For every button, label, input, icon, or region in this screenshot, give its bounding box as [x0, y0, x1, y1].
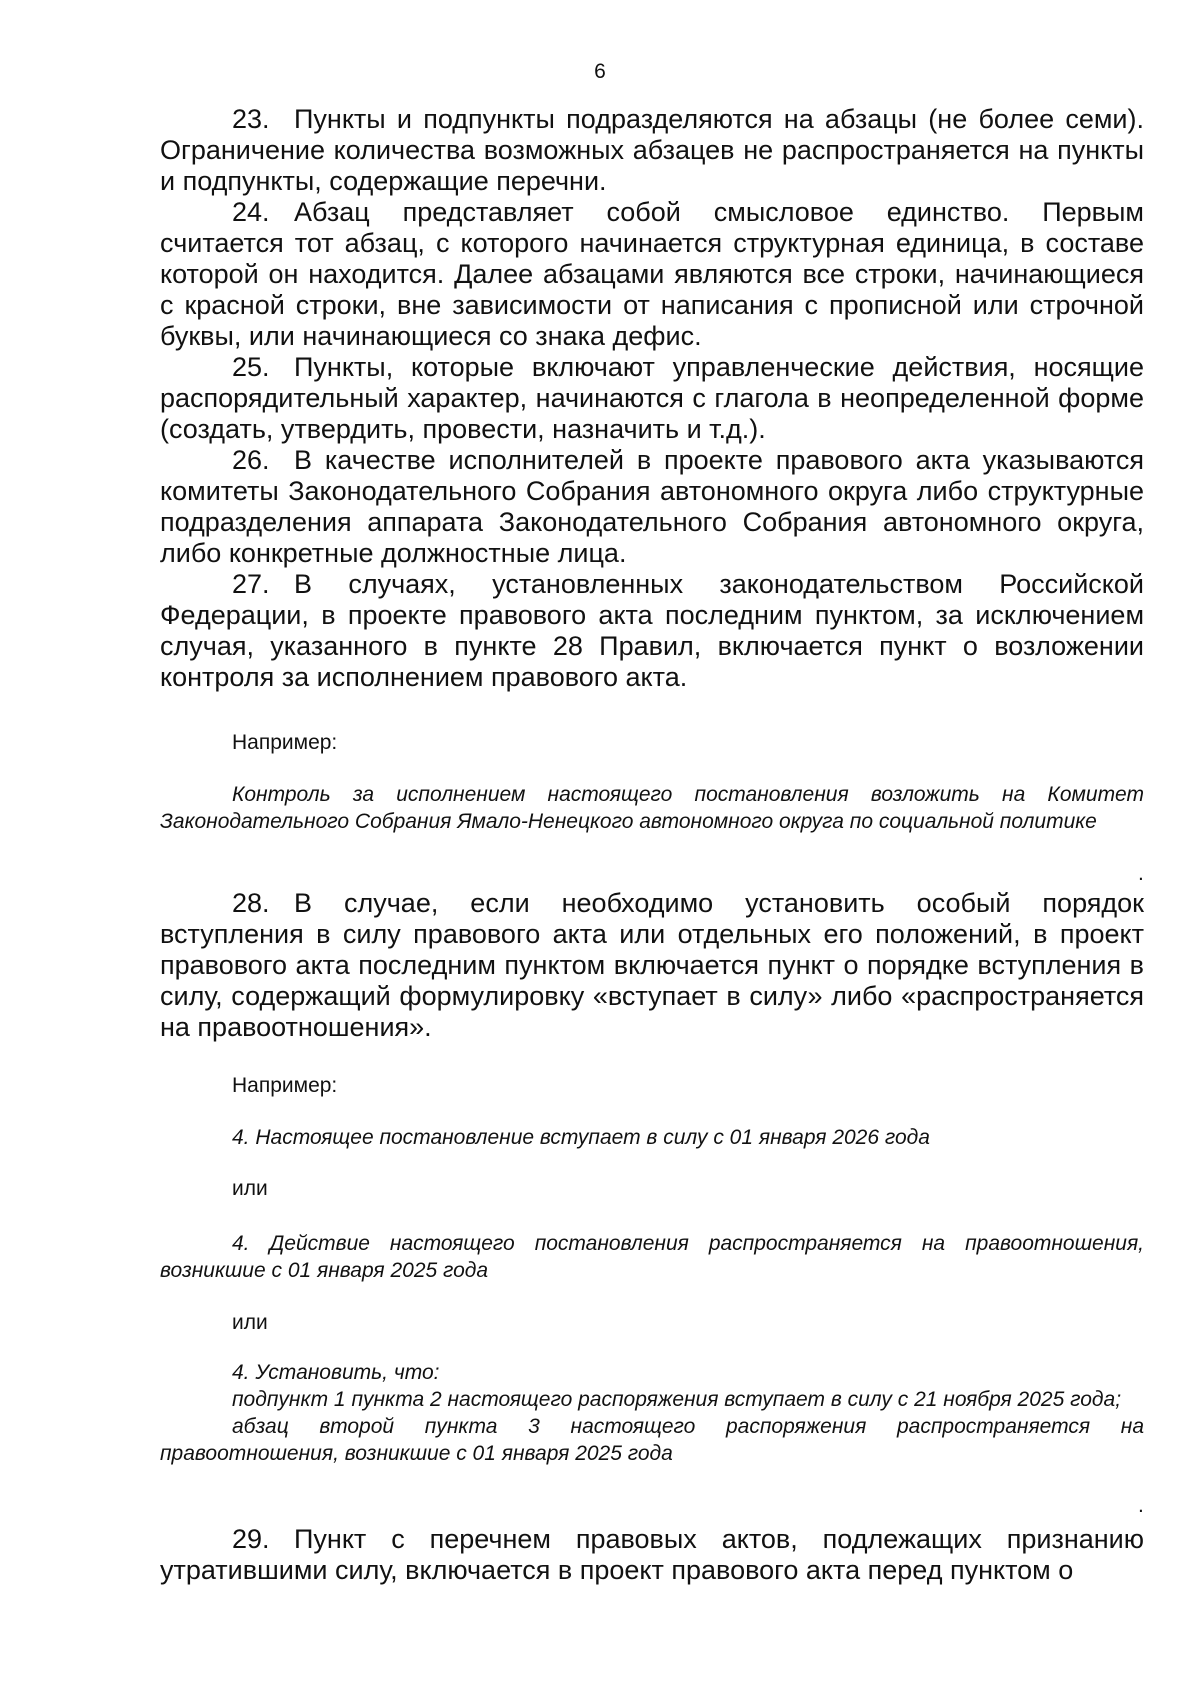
- paragraph-number: 28.: [232, 888, 270, 918]
- paragraph-text: Абзац представляет собой смысловое единство. Первым считается тот абзац, с которого начинается структурная единица, в составе которой он находится. Далее абзацами являются все строки, начинающиеся с красной строки, вне зависимости от написания с прописной или строчной буквы, или начинающиеся со знака дефис.: [160, 197, 1144, 351]
- paragraph-24: [160, 197, 1144, 352]
- paragraph-block-28: [160, 888, 1144, 1043]
- paragraph-number: 24.: [232, 197, 270, 227]
- paragraph-text: Пункт с перечнем правовых актов, подлежащих признанию утратившими силу, включается в проект правового акта перед пунктом о: [160, 1524, 1144, 1585]
- paragraph-text: В случае, если необходимо установить особый порядок вступления в силу правового акта или отдельных его положений, в проект правового акта последним пунктом включается пункт о порядке вступления в силу, содержащий формулировку «вступает в силу» либо «распространяется на правоотношения».: [160, 888, 1144, 1042]
- paragraph-25: [160, 352, 1144, 445]
- paragraph-number: 23.: [232, 104, 270, 134]
- paragraph-text: В случаях, установленных законодательством Российской Федерации, в проекте правового акта последним пунктом, за исключением случая, указанного в пункте 28 Правил, включается пункт о возложении контроля за исполнением правового акта.: [160, 569, 1144, 692]
- or-label: или: [232, 1311, 268, 1334]
- example-control: [160, 781, 1144, 835]
- paragraph-29: [160, 1524, 1144, 1586]
- example-item: подпункт 1 пункта 2 настоящего распоряжения вступает в силу с 21 ноября 2025 года;: [232, 1388, 1122, 1411]
- trailing-dot: .: [1138, 862, 1144, 885]
- paragraph-23: [160, 104, 1144, 197]
- paragraph-text: В качестве исполнителей в проекте правового акта указываются комитеты Законодательного Собрания автономного округа либо структурные подразделения аппарата Законодательного Собрания автономного округа, либо конкретные должностные лица.: [160, 445, 1144, 568]
- paragraph-text: Пункты и подпункты подразделяются на абзацы (не более семи). Ограничение количества возможных абзацев не распространяется на пункты и подпункты, содержащие перечни.: [160, 104, 1144, 196]
- or-label: или: [232, 1177, 268, 1200]
- page-number: 6: [594, 60, 606, 83]
- example-establish: [160, 1359, 1144, 1467]
- example-retroactive: [160, 1230, 1144, 1284]
- paragraph-26: [160, 445, 1144, 569]
- paragraph-number: 29.: [232, 1524, 270, 1554]
- example-item: абзац второй пункта 3 настоящего распоряжения распространяется на правоотношения, возникшие с 01 января 2025 года: [160, 1415, 1144, 1465]
- paragraph-27: [160, 569, 1144, 693]
- example-text: 4. Действие настоящего постановления распространяется на правоотношения, возникшие с 01 января 2025 года: [160, 1232, 1144, 1282]
- example-label: Например:: [232, 731, 338, 754]
- paragraph-number: 27.: [232, 569, 270, 599]
- example-effective-date: [160, 1124, 1144, 1151]
- example-text: Контроль за исполнением настоящего постановления возложить на Комитет Законодательного Собрания Ямало-Ненецкого автономного округа по социальной политике: [160, 783, 1144, 833]
- paragraph-text: Пункты, которые включают управленческие действия, носящие распорядительный характер, начинаются с глагола в неопределенной форме (создать, утвердить, провести, назначить и т.д.).: [160, 352, 1144, 444]
- trailing-dot: .: [1138, 1494, 1144, 1517]
- paragraph-28: [160, 888, 1144, 1043]
- example-label: Например:: [232, 1074, 338, 1097]
- paragraph-number: 25.: [232, 352, 270, 382]
- example-lead: 4. Установить, что:: [232, 1361, 440, 1384]
- example-text: 4. Настоящее постановление вступает в силу с 01 января 2026 года: [232, 1126, 930, 1149]
- paragraph-number: 26.: [232, 445, 270, 475]
- paragraph-block-29: [160, 1524, 1144, 1586]
- paragraph-block-23-27: [160, 104, 1144, 693]
